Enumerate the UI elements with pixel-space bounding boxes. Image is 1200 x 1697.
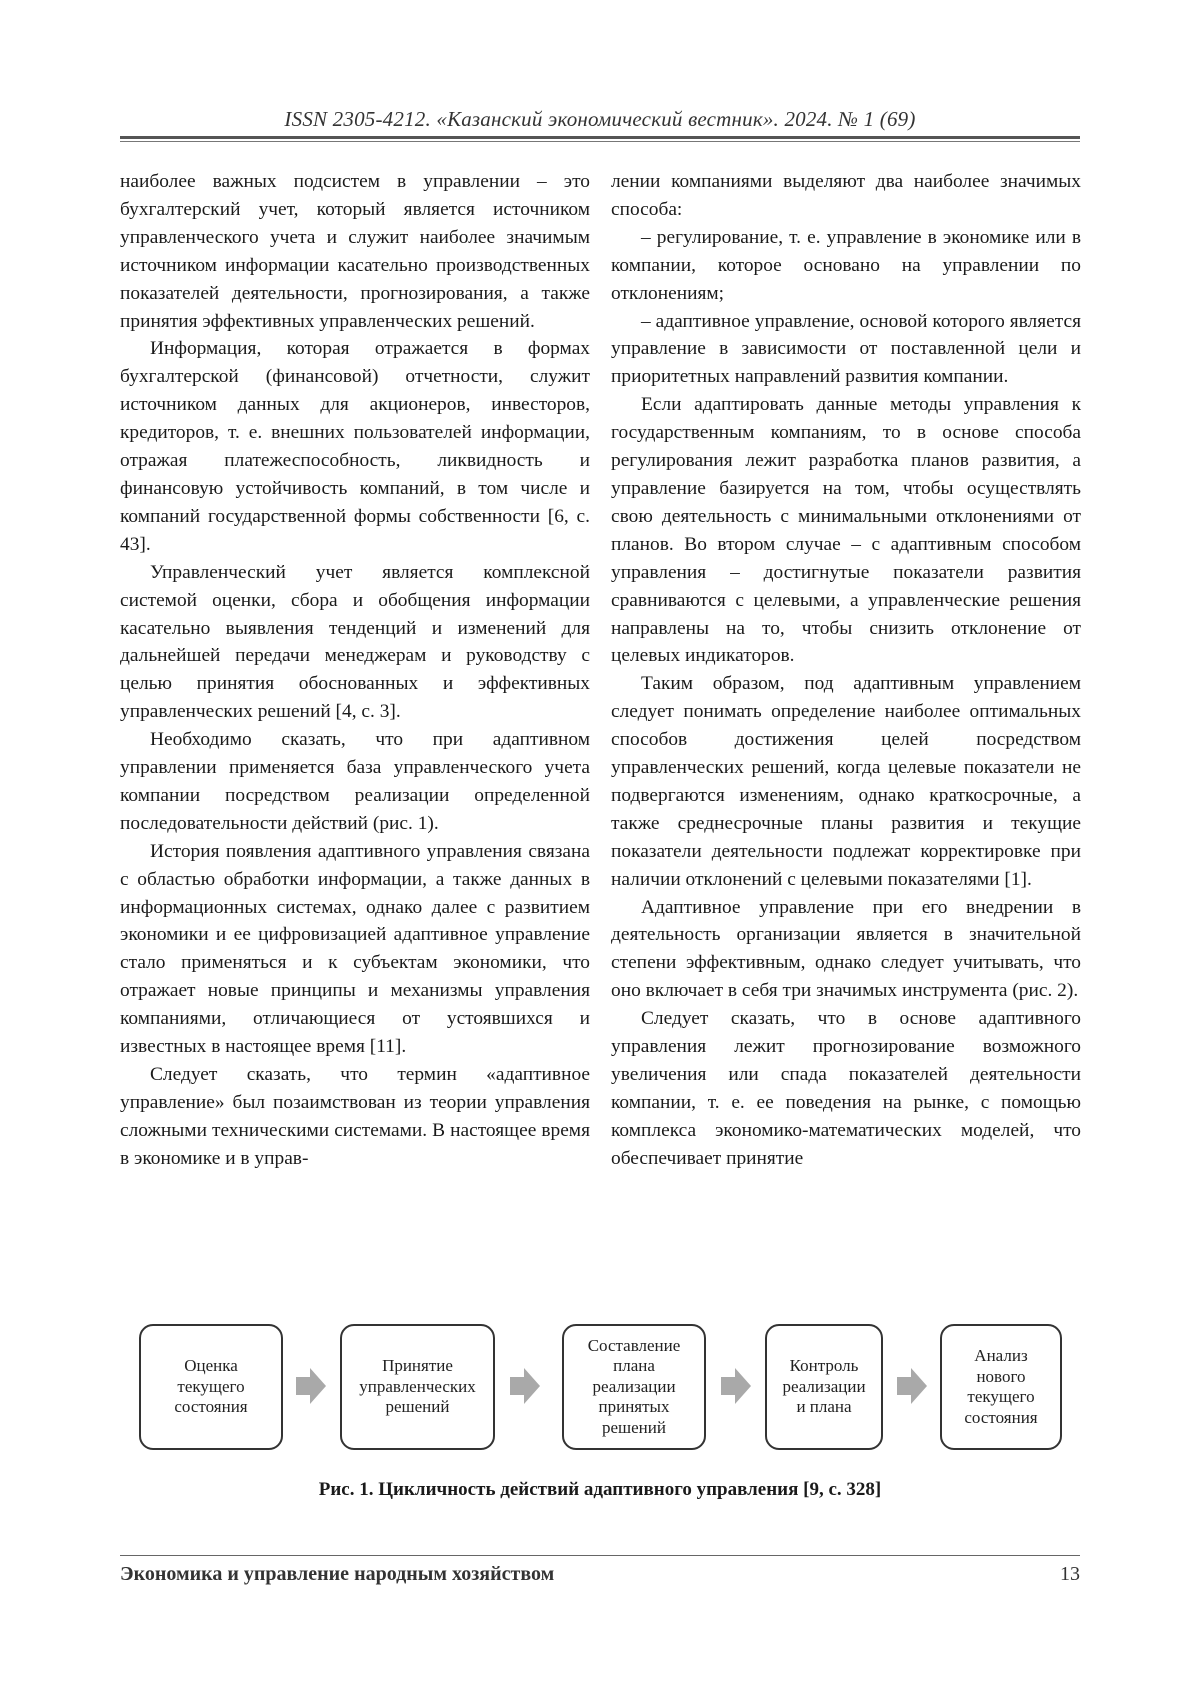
right-arrow-icon (510, 1368, 540, 1404)
step-line: Принятие (382, 1356, 453, 1376)
list-item: – регулирование, т. е. управление в экономике или в компании, которое основано на управлении по отклонениям; (611, 226, 1081, 304)
step-line: текущего (967, 1387, 1035, 1406)
step-line: нового (976, 1366, 1026, 1386)
paragraph: Адаптивное управление при его внедрении в деятельность организации является в значительной степени эффективным, однако следует учитывать, что оно включает в себя три значимых инструмента (рис. 2). (611, 896, 1081, 1002)
figure-caption: Рис. 1. Цикличность действий адаптивного управления [9, с. 328] (318, 1479, 882, 1500)
paragraph: наиболее важных подсистем в управлении – это бухгалтерский учет, который является источником управленческого учета и служит наиболее значимым источником информации касательно производственных показателей деятельности, прогнозирования, а также принятия эффективных управленческих решений. (120, 171, 590, 332)
step-line: реализации (782, 1376, 866, 1396)
step-line: реализации (592, 1376, 676, 1396)
step-line: и плана (796, 1397, 852, 1417)
paragraph: Если адаптировать данные методы управления к государственным компаниям, то в основе способа регулирования лежит разработка планов развития, а управление базируется на том, чтобы осуществлять свою деятельность с минимальными отклонениями от планов. Во втором случае – с адаптивным способом управления – достигнутые показатели развития сравниваются с целевыми, а управленческие решения направлены на то, чтобы снизить отклонение от целевых индикаторов. (611, 394, 1081, 667)
header-rule-thick (120, 136, 1080, 139)
paragraph: Следует сказать, что термин «адаптивное управление» был позаимствован из теории управления сложными техническими системами. В настоящее время в экономике и в управ- (120, 1064, 590, 1169)
step-box-decisions (340, 1324, 495, 1450)
step-line: Анализ (974, 1346, 1028, 1365)
paragraph: Управленческий учет является комплексной системой оценки, сбора и обобщения информации касательно выявления тенденций и изменений для дальнейшей передачи менеджерам и руководству с целью принятия обоснованных и эффективных управленческих решений [4, с. 3]. (120, 561, 590, 723)
right-arrow-icon (897, 1368, 927, 1404)
right-column (611, 168, 1081, 1173)
step-box-plan (562, 1324, 706, 1450)
step-box-assessment (139, 1324, 283, 1450)
step-line: управленческих (359, 1376, 476, 1396)
step-line: решений (385, 1397, 450, 1417)
step-line: текущего (177, 1376, 245, 1396)
footer-section-title: Экономика и управление народным хозяйством (120, 1563, 555, 1585)
step-box-control (765, 1324, 883, 1450)
paragraph: лении компаниями выделяют два наиболее значимых способа: (611, 171, 1081, 220)
cycle-diagram (120, 1324, 1080, 1464)
list-item: – адаптивное управление, основой которого является управление в зависимости от поставленной цели и приоритетных направлений развития компании. (611, 310, 1081, 388)
left-column (120, 168, 590, 1173)
running-header: ISSN 2305-4212. «Казанский экономический вестник». 2024. № 1 (69) (284, 107, 916, 131)
step-line: Контроль (789, 1356, 859, 1376)
step-line: решений (602, 1417, 666, 1437)
paragraph: Необходимо сказать, что при адаптивном управлении применяется база управленческого учета компании посредством реализации определенной последовательности действий (рис. 1). (120, 729, 590, 834)
right-arrow-icon (296, 1368, 326, 1404)
step-line: состояния (964, 1407, 1038, 1427)
step-line: состояния (174, 1397, 248, 1417)
step-line: принятых (598, 1397, 670, 1417)
right-arrow-icon (721, 1368, 751, 1404)
page-number: 13 (1060, 1563, 1080, 1585)
paragraph: Информация, которая отражается в формах бухгалтерской (финансовой) отчетности, служит источником данных для акционеров, инвесторов, кредиторов, т. е. внешних пользователей информации, отражая платежеспособность, ликвидность и финансовую устойчивость компаний, в том числе и компаний государственной формы собственности [6, с. 43]. (120, 338, 590, 555)
header-rule-thin (120, 141, 1080, 142)
step-box-new-analysis (940, 1324, 1062, 1450)
paragraph: Таким образом, под адаптивным управлением следует понимать определение наиболее оптимальных способов достижения целей посредством управленческих решений, когда целевые показатели не подвергаются изменениям, однако краткосрочные, а также среднесрочные планы развития и текущие показатели деятельности подлежат корректировке при наличии отклонений с целевыми показателями [1]. (611, 673, 1081, 890)
step-line: Составление (587, 1335, 681, 1355)
step-line: Оценка (184, 1356, 238, 1376)
paragraph: Следует сказать, что в основе адаптивного управления лежит прогнозирование возможного увеличения или спада показателей деятельности компании, т. е. ее поведения на рынке, с помощью комплекса экономико-математических моделей, что обеспечивает принятие (611, 1008, 1081, 1169)
footer-rule (120, 1555, 1080, 1556)
step-line: плана (613, 1356, 655, 1376)
paragraph: История появления адаптивного управления связана с областью обработки информации, а также данных в информационных системах, однако далее с развитием экономики и ее цифровизацией адаптивное управление стало применяться и к субъектам экономики, что отражает новые принципы и механизмы управления компаниями, отличающиеся от устоявшихся и известных в настоящее время [11]. (120, 840, 590, 1058)
